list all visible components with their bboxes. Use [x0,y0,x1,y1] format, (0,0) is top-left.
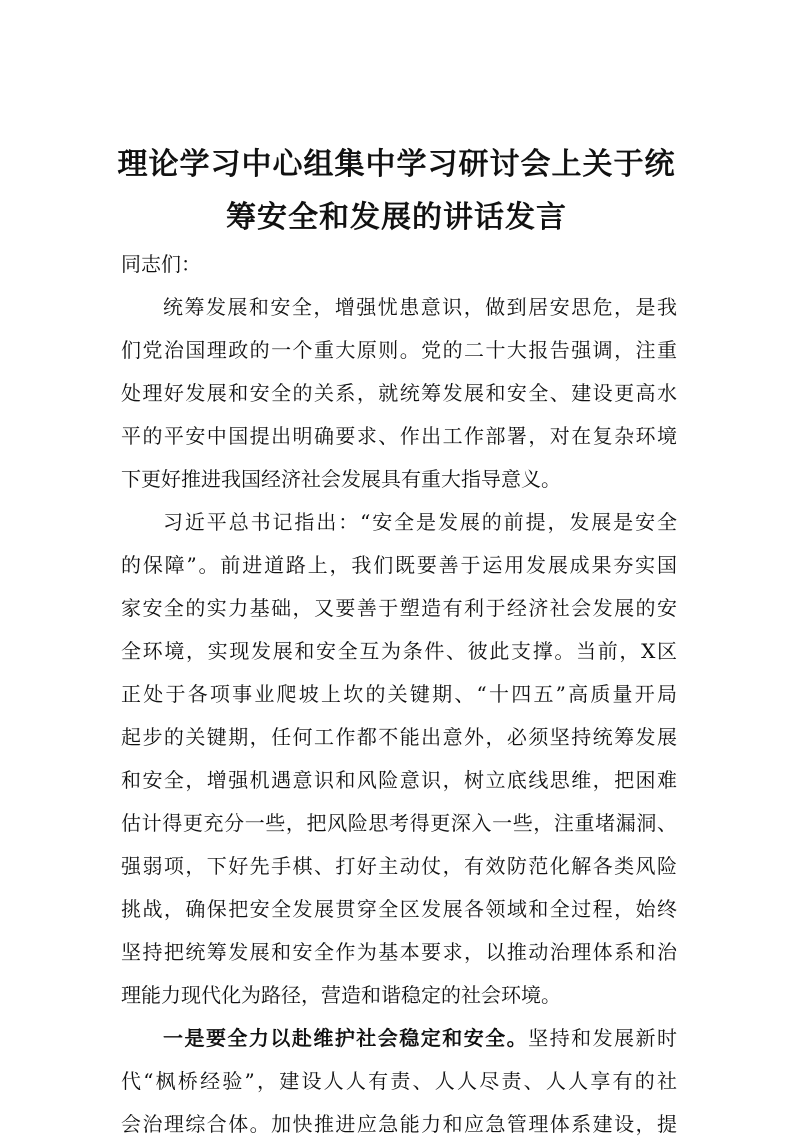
paragraph-line: 估计得更充分一些，把风险思考得更深入一些，注重堵漏洞、 [121,811,677,835]
title-line: 理论学习中心组集中学习研讨会上关于统 [117,147,676,182]
paragraph-line: 习近平总书记指出：“安全是发展的前提，发展是安全 [163,510,677,534]
paragraph-line: 家安全的实力基础，又要善于塑造有利于经济社会发展的安 [121,596,677,620]
paragraph-line: 强弱项，下好先手棋、打好主动仗，有效防范化解各类风险 [121,854,677,878]
bold-lead-sentence: 一是要全力以赴维护社会稳定和安全。 [163,1026,529,1050]
paragraph-line: 处理好发展和安全的关系，就统筹发展和安全、建设更高水 [121,381,677,405]
paragraph [121,286,677,501]
paragraph-line: 和安全，增强机遇意识和风险意识，树立底线思维，把困难 [121,768,677,792]
paragraph-line: 下更好推进我国经济社会发展具有重大指导意义。 [121,467,561,491]
paragraph-line: 正处于各项事业爬坡上坎的关键期、“十四五”高质量开局 [121,682,677,706]
paragraph-line: 的保障”。前进道路上，我们既要善于运用发展成果夯实国 [121,553,677,577]
paragraph-line: 统筹发展和安全，增强忧患意识，做到居安思危，是我 [163,295,677,319]
paragraph [121,501,677,1017]
paragraph-line: 全环境，实现发展和安全互为条件、彼此支撑。当前，X区 [121,639,677,663]
paragraph-line [121,1017,677,1060]
salutation: 同志们： [121,252,201,276]
line-text: 坚持和发展新时 [528,1026,678,1050]
paragraph [121,1017,677,1146]
paragraph-line: 理能力现代化为路径，营造和谐稳定的社会环境。 [121,983,561,1007]
document-body [121,243,677,1146]
paragraph-line: 们党治国理政的一个重大原则。党的二十大报告强调，注重 [121,338,677,362]
paragraph-line: 坚持把统筹发展和安全作为基本要求，以推动治理体系和治 [121,940,677,964]
paragraph-line: 挑战，确保把安全发展贯穿全区发展各领域和全过程，始终 [121,897,677,921]
paragraph-line: 会治理综合体。加快推进应急能力和应急管理体系建设，提 [121,1112,677,1136]
title-line: 筹安全和发展的讲话发言 [226,200,567,235]
paragraph-line: 起步的关键期，任何工作都不能出意外，必须坚持统筹发展 [121,725,677,749]
document-title [0,138,793,244]
paragraph-line: 平的平安中国提出明确要求、作出工作部署，对在复杂环境 [121,424,677,448]
paragraph-line: 代“枫桥经验”，建设人人有责、人人尽责、人人享有的社 [121,1069,677,1093]
